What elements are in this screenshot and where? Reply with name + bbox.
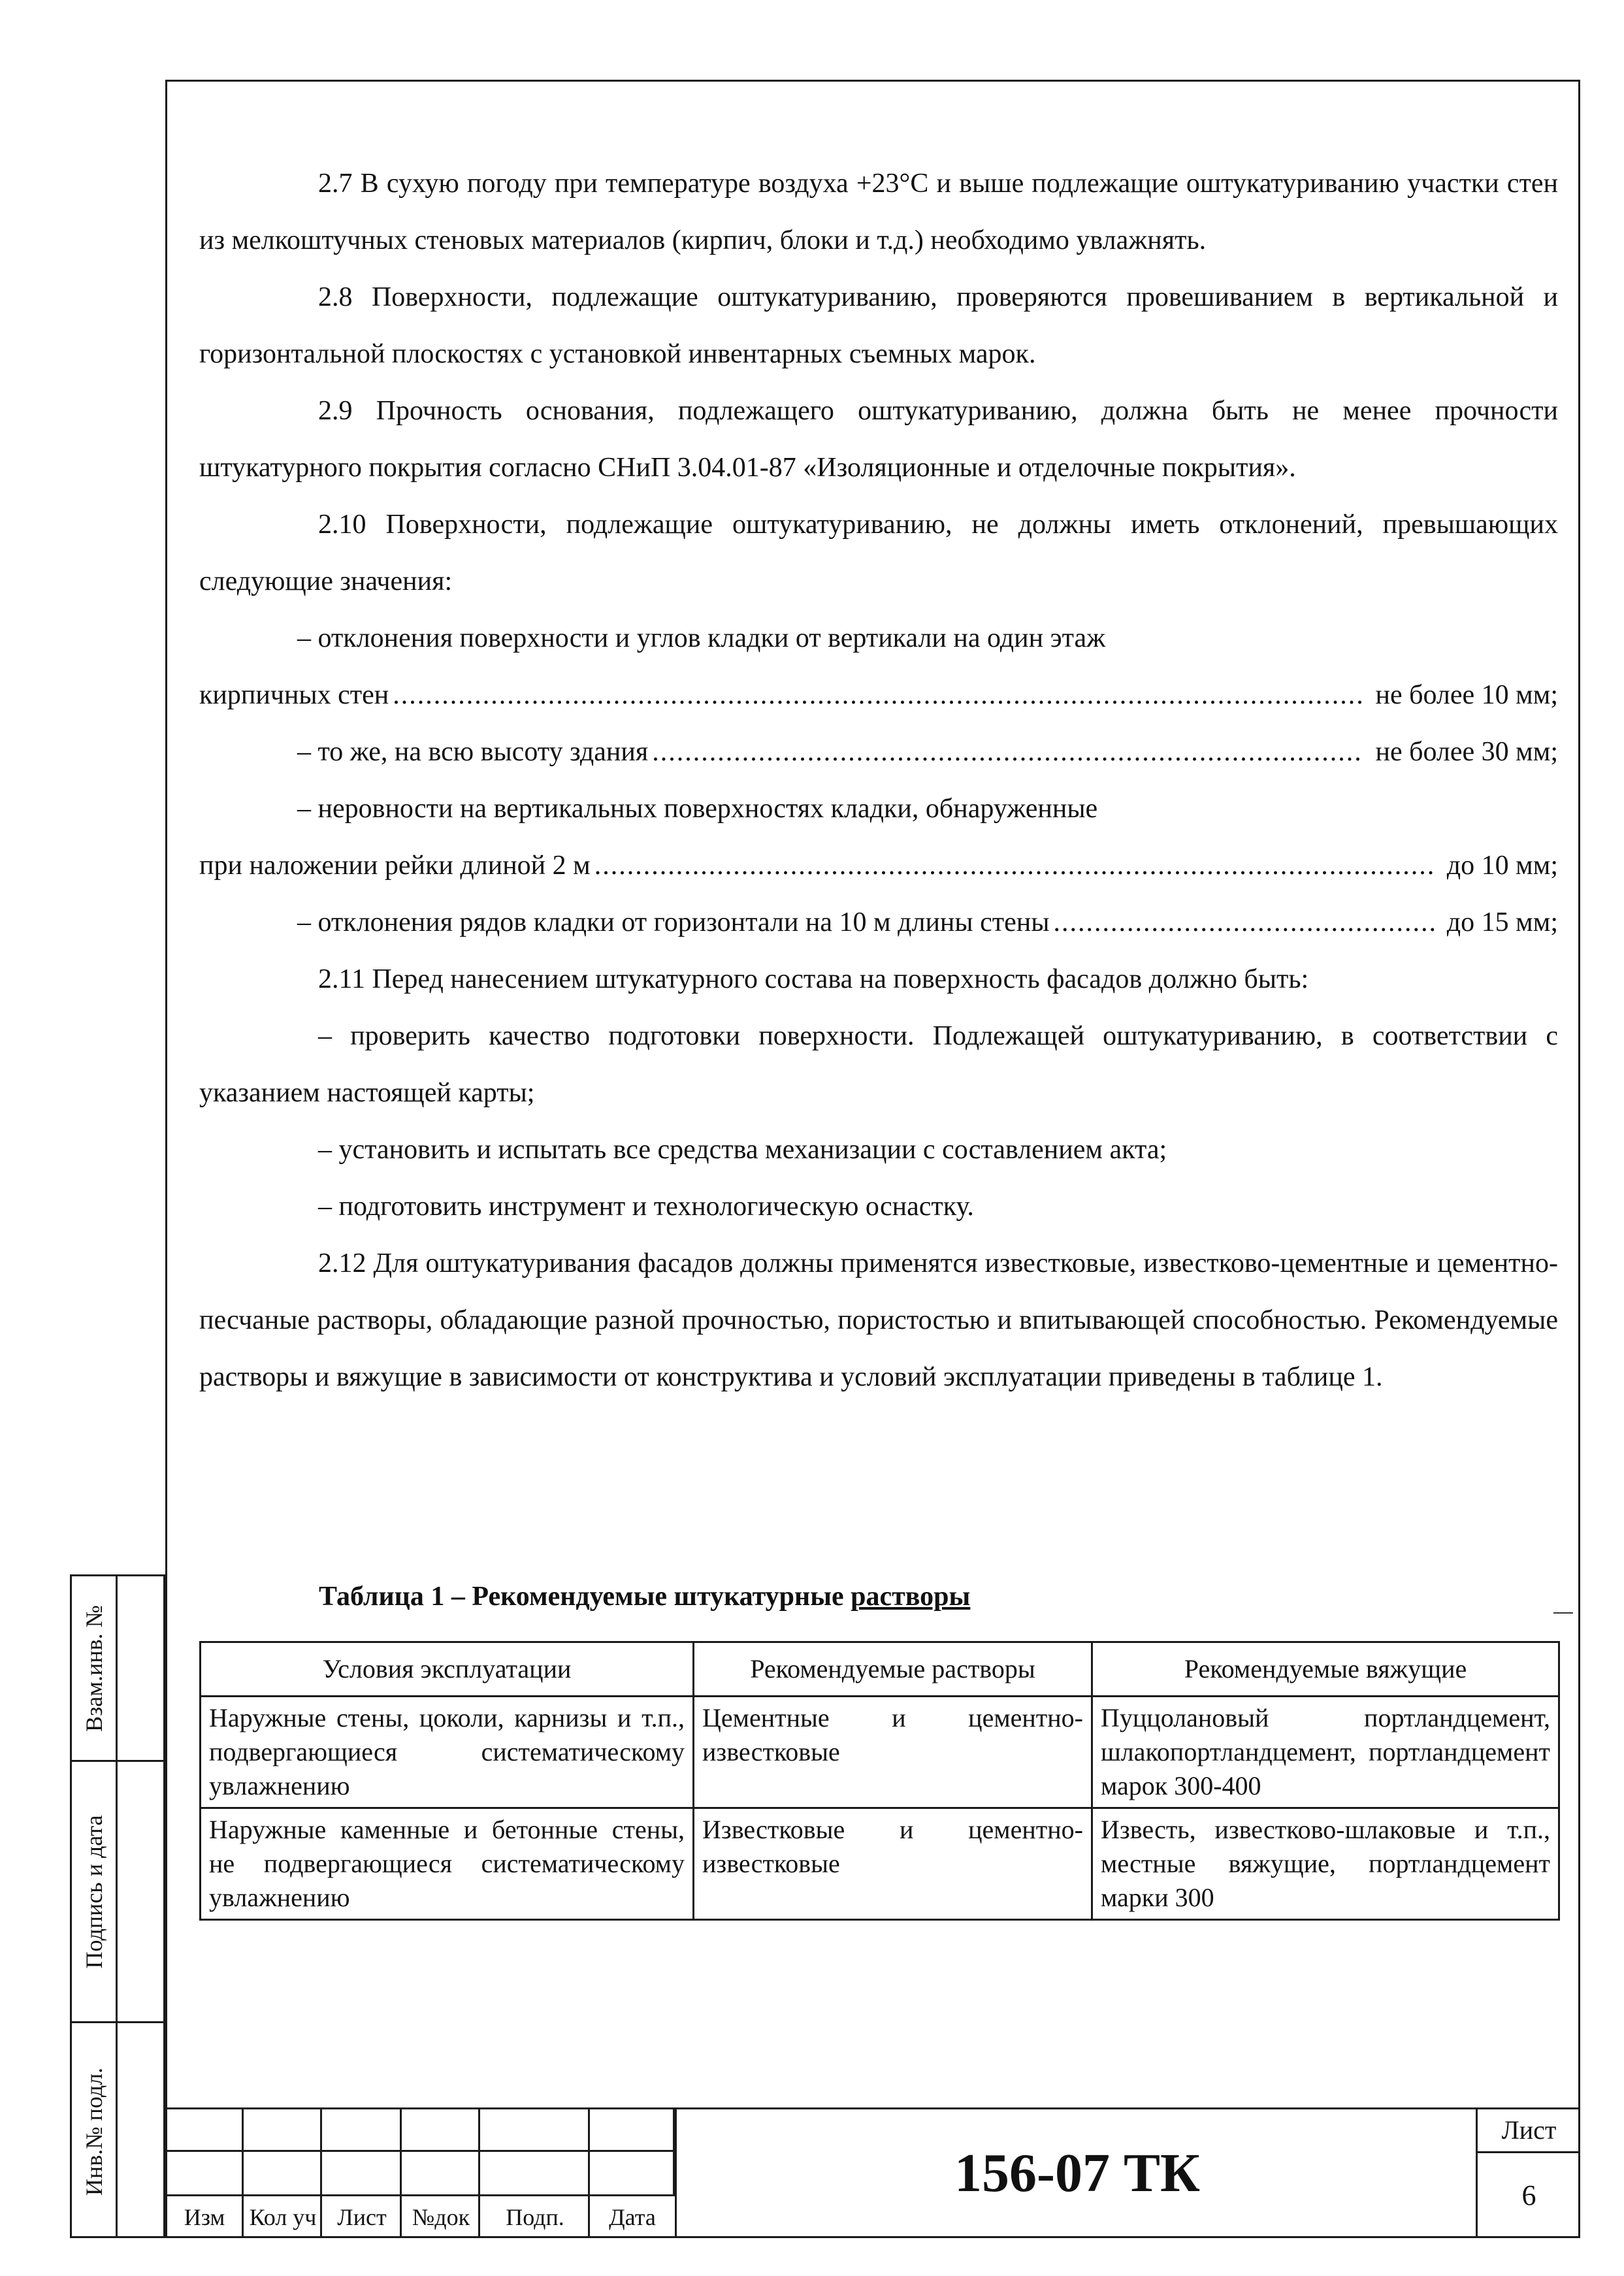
grid-cell [480, 2107, 590, 2152]
grid-cell [480, 2152, 590, 2196]
deviation-4-value: до 15 мм; [1446, 907, 1558, 937]
grid-cell [402, 2107, 480, 2152]
label-podp: Подп. [506, 2204, 564, 2230]
paragraph-2-7: 2.7 В сухую погоду при температуре воздуха +23°С и выше подлежащие оштукатуриванию участки стен из мелкоштучных стеновых материалов (кирпич, блоки и т.д.) необходимо увлажнять. [199, 169, 1558, 255]
label-list: Лист [337, 2204, 387, 2230]
grid-cell [322, 2152, 402, 2196]
side-value-vzam [118, 1576, 163, 1762]
paragraph-2-12: 2.12 Для оштукатуривания фасадов должны применятся известковые, известково-цементные и цементно-песчаные растворы, обладающие разной прочностью, пористостью и впитывающей способностью. Рекомендуемые растворы и вяжущие в зависимости от конструктива и условий эксплуатации приведены в таблице 1. [199, 1248, 1558, 1392]
label-data: Дата [609, 2204, 656, 2230]
document-body [199, 155, 1558, 1406]
side-cell-vzam [72, 1576, 116, 1762]
deviation-1-text: кирпичных стен [199, 680, 389, 710]
paragraph-2-11-a: – проверить качество подготовки поверхности. Подлежащей оштукатуриванию, в соответствии с указанием настоящей карты; [199, 1021, 1558, 1108]
dot-leader [594, 837, 1434, 894]
margin-tick [1553, 1612, 1573, 1614]
table-cell: Известковые и цементно-известковые [694, 1808, 1092, 1920]
label-izm: Изм [184, 2204, 225, 2230]
sheet-cell [1476, 2107, 1580, 2238]
paragraph-2-10: 2.10 Поверхности, подлежащие оштукатуриванию, не должны иметь отклонений, превышающих следующие значения: [199, 510, 1558, 596]
grid-cell [165, 2107, 244, 2152]
header-conditions: Условия эксплуатации [201, 1642, 694, 1697]
side-cell-inv [72, 2023, 116, 2240]
table-row [201, 1808, 1559, 1920]
header-binders: Рекомендуемые вяжущие [1092, 1642, 1559, 1697]
grid-cell [402, 2152, 480, 2196]
deviation-3-line2 [199, 837, 1558, 894]
table-title-underlined: растворы [851, 1582, 971, 1612]
deviation-4-text: – отклонения рядов кладки от горизонтали на 10 м длины стены [297, 907, 1050, 937]
paragraph-2-11-b: – установить и испытать все средства механизации с составлением акта; [318, 1135, 1167, 1165]
table-cell: Известь, известково-шлаковые и т.п., местные вяжущие, портландцемент марки 300 [1092, 1808, 1559, 1920]
grid-cell [165, 2152, 244, 2196]
paragraph-2-11: 2.11 Перед нанесением штукатурного состава на поверхность фасадов должно быть: [318, 964, 1309, 994]
grid-cell [590, 2107, 675, 2152]
side-cell-podpis [72, 1762, 116, 2023]
paragraph-2-9: 2.9 Прочность основания, подлежащего оштукатуриванию, должна быть не менее прочности штукатурного покрытия согласно СНиП 3.04.01-87 «Изоляционные и отделочные покрытия». [199, 396, 1558, 483]
title-block [165, 2107, 1580, 2238]
revision-grid [165, 2107, 675, 2238]
table-header-row [201, 1642, 1559, 1697]
dot-leader [1053, 894, 1433, 951]
side-label-vzam: Взам.инв. № [80, 1604, 107, 1732]
paragraph-2-8: 2.8 Поверхности, подлежащие оштукатуриванию, проверяются провешиванием в вертикальной и горизонтальной плоскостях с установкой инвентарных съемных марок. [199, 282, 1558, 369]
deviation-1-line2 [199, 667, 1558, 724]
deviation-4 [199, 894, 1558, 951]
grid-cell [322, 2107, 402, 2152]
side-stamp-labels [72, 1576, 118, 2236]
deviation-2-text: – то же, на всю высоту здания [297, 737, 649, 767]
side-label-inv: Инв.№ подл. [80, 2067, 107, 2196]
document-code: 156-07 ТК [954, 2143, 1200, 2203]
deviation-1-line1: – отклонения поверхности и углов кладки от вертикали на один этаж [297, 623, 1106, 653]
sheet-label: Лист [1478, 2107, 1580, 2153]
header-mortars: Рекомендуемые растворы [694, 1642, 1092, 1697]
table-title-main: Таблица 1 – Рекомендуемые штукатурные [319, 1582, 851, 1612]
table-title [319, 1581, 970, 1612]
deviation-1-value: не более 10 мм; [1375, 680, 1558, 710]
dot-leader [393, 667, 1362, 724]
sheet-number: 6 [1521, 2179, 1536, 2211]
table-row [201, 1697, 1559, 1808]
side-label-podpis: Подпись и дата [80, 1815, 107, 1968]
deviation-3-value: до 10 мм; [1446, 851, 1558, 881]
side-stamp-values [118, 1576, 163, 2236]
label-ndok: №док [412, 2204, 470, 2230]
deviation-3-line1: – неровности на вертикальных поверхностях кладки, обнаруженные [297, 794, 1098, 824]
table-cell: Наружные стены, цоколи, карнизы и т.п., подвергающиеся систематическому увлажнению [201, 1697, 694, 1808]
table-cell: Наружные каменные и бетонные стены, не подвергающиеся систематическому увлажнению [201, 1808, 694, 1920]
deviation-3-text: при наложении рейки длиной 2 м [199, 851, 591, 881]
side-stamp [70, 1574, 165, 2238]
label-kol-uch: Кол уч [249, 2204, 317, 2230]
deviation-2-value: не более 30 мм; [1375, 737, 1558, 767]
deviation-2 [199, 724, 1558, 781]
grid-cell [244, 2152, 322, 2196]
recommended-mortars-table [199, 1641, 1560, 1921]
table-cell: Пуццолановый портландцемент, шлакопортландцемент, портландцемент марок 300-400 [1092, 1697, 1559, 1808]
grid-cell [244, 2107, 322, 2152]
paragraph-2-11-c: – подготовить инструмент и технологическую оснастку. [318, 1192, 974, 1222]
document-code-cell [675, 2107, 1476, 2238]
side-value-podpis [118, 1762, 163, 2023]
grid-cell [590, 2152, 675, 2196]
dot-leader [652, 724, 1362, 781]
table-cell: Цементные и цементно-известковые [694, 1697, 1092, 1808]
